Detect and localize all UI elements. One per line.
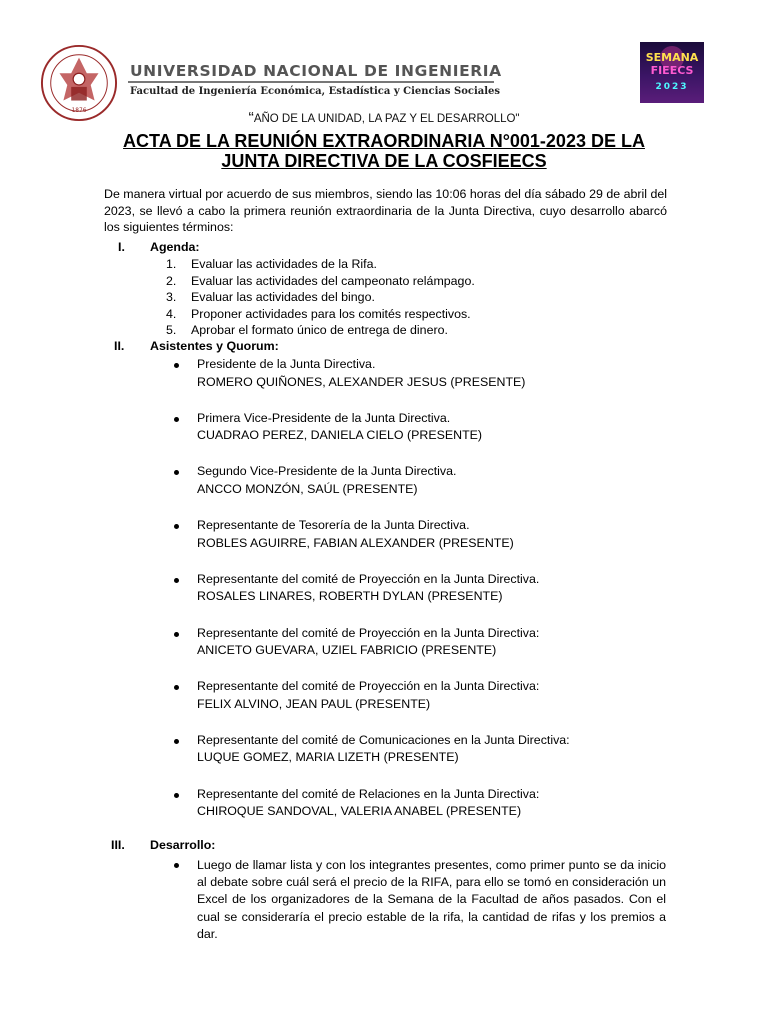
attendee-name: ANCCO MONZÓN, SAÚL (PRESENTE) [197,481,418,496]
section-numeral-desarrollo: III. [111,838,125,852]
document-title [0,131,768,171]
document-header [0,0,768,115]
attendee-role: Primera Vice-Presidente de la Junta Directiva. [197,410,451,425]
attendee-name: ANICETO GUEVARA, UZIEL FABRICIO (PRESENTE) [197,643,497,657]
title-line-1: ACTA DE LA REUNIÓN EXTRAORDINARIA N°001-2023 DE LA [123,131,645,151]
attendee-bullet-icon [174,685,179,690]
agenda-item-number: 2. [166,273,177,288]
section-heading-asistentes: Asistentes y Quorum: [150,339,279,353]
attendee-role: Representante del comité de Proyección en la Junta Directiva: [197,679,540,694]
agenda-item-number: 3. [166,290,177,305]
attendee-bullet-icon [174,363,179,368]
university-name: UNIVERSIDAD NACIONAL DE INGENIERIA [130,62,502,80]
event-logo-line1: SEMANA [645,51,699,64]
attendee-bullet-icon [174,632,179,637]
desarrollo-bullet-icon [174,863,179,868]
seal-year: 1876 [71,108,87,115]
year-motto [0,110,768,128]
attendee-bullet-icon [174,524,179,529]
agenda-item [166,257,377,271]
event-logo-line3: 2023 [655,82,689,92]
attendee-bullet-icon [174,578,179,583]
agenda-item [166,307,471,321]
desarrollo-paragraph: Luego de llamar lista y con los integrantes presentes, como primer punto se da inicio al debate sobre cuál será el precio de la RIFA, para ello se tomó en consideración un Excel de los organizadores de la Semana de la Facultad de años pasados. Con el cual se consideraría el precio estable de la rifa, la cantidad de rifas y los premios a dar. [197,858,666,941]
header-divider [128,81,494,83]
title-line-2: JUNTA DIRECTIVA DE LA COSFIEECS [221,151,547,171]
attendee-role: Representante del comité de Relaciones en la Junta Directiva: [197,786,540,801]
attendee-name: FELIX ALVINO, JEAN PAUL (PRESENTE) [197,696,431,711]
attendee-role: Representante del comité de Comunicaciones en la Junta Directiva: [197,732,570,747]
agenda-item-text: Evaluar las actividades del campeonato relámpago. [191,273,475,288]
attendee-bullet-icon [174,417,179,422]
section-heading-desarrollo: Desarrollo: [150,838,216,852]
attendee-name: CUADRAO PEREZ, DANIELA CIELO (PRESENTE) [197,428,483,443]
faculty-name: Facultad de Ingeniería Económica, Estadística y Ciencias Sociales [130,86,501,97]
section-numeral-asistentes: II. [114,339,125,353]
attendee-role: Representante del comité de Proyección en la Junta Directiva: [197,625,540,640]
agenda-item-text: Aprobar el formato único de entrega de dinero. [191,323,448,338]
attendee-role: Representante de Tesorería de la Junta Directiva. [197,518,470,533]
attendee-role: Presidente de la Junta Directiva. [197,357,376,371]
agenda-item-number: 1. [166,257,177,271]
agenda-item [166,323,448,337]
event-logo-line2: FIEECS [650,64,694,77]
agenda-item-number: 5. [166,323,177,338]
motto-quote: “ [248,110,254,127]
agenda-item-text: Proponer actividades para los comités respectivos. [191,306,471,321]
agenda-item-number: 4. [166,306,177,321]
attendee-role: Segundo Vice-Presidente de la Junta Directiva. [197,464,457,479]
intro-paragraph: De manera virtual por acuerdo de sus miembros, siendo las 10:06 horas del día sábado 29 de abril del 2023, se llevó a cabo la primera reunión extraordinaria de la Junta Directiva, cuyo desarrollo abarcó los siguientes términos: [104,187,667,235]
attendee-name: CHIROQUE SANDOVAL, VALERIA ANABEL (PRESENTE) [197,804,522,819]
attendee-bullet-icon [174,793,179,798]
event-logo [640,42,704,103]
attendee-name: ROBLES AGUIRRE, FABIAN ALEXANDER (PRESENTE) [197,535,514,550]
agenda-item [166,290,375,304]
attendee-name: LUQUE GOMEZ, MARIA LIZETH (PRESENTE) [197,750,459,765]
agenda-item-text: Evaluar las actividades de la Rifa. [191,257,377,271]
section-numeral-agenda: I. [118,240,125,254]
section-heading-agenda: Agenda: [150,240,200,254]
agenda-item [166,274,475,288]
agenda-item-text: Evaluar las actividades del bingo. [191,290,375,305]
attendee-bullet-icon [174,470,179,475]
attendee-bullet-icon [174,739,179,744]
attendee-role: Representante del comité de Proyección en la Junta Directiva. [197,571,540,586]
motto-text: AÑO DE LA UNIDAD, LA PAZ Y EL DESARROLLO" [253,113,520,125]
attendee-name: ROSALES LINARES, ROBERTH DYLAN (PRESENTE) [197,589,503,604]
attendee-name: ROMERO QUIÑONES, ALEXANDER JESUS (PRESENTE) [197,374,526,389]
